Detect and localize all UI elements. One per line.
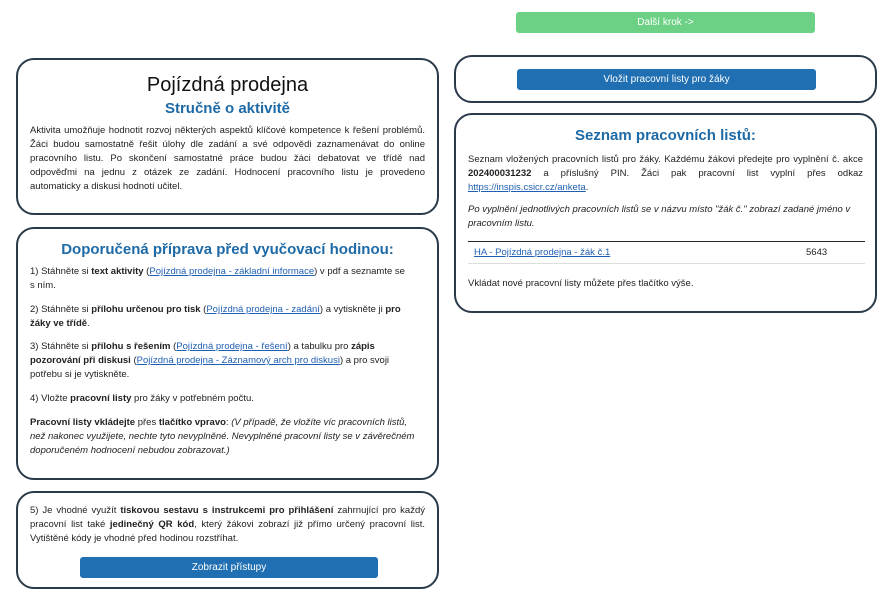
prep-step-4	[30, 392, 421, 406]
text: přílohu určenou pro tisk	[91, 304, 201, 315]
text: (	[130, 355, 137, 366]
text: .	[87, 318, 90, 329]
text: pro žáky v potřebném počtu.	[131, 393, 254, 404]
text: (V případě, že vložíte víc pracovních listů, než nakonec využijete, nechte tyto nevyplněné. Nevyplněné pracovní listy se v závěrečném doporučeném hodnocení nebudou zobrazovat.)	[30, 417, 415, 456]
text: jedinečný QR kód	[109, 519, 195, 530]
worksheet-list-title: Seznam pracovních listů:	[575, 127, 756, 144]
worksheet-list-footer: Vkládat nové pracovní listy můžete přes tlačítko výše.	[468, 278, 694, 289]
text: ) v pdf a seznamte se s ním.	[30, 266, 405, 291]
worksheet-list-note: Po vyplnění jednotlivých pracovních listů se v názvu místo "žák č." zobrazí zadané jméno v pracovním listu.	[468, 204, 851, 229]
activity-title: Pojízdná prodejna	[146, 74, 309, 96]
worksheet-list-info	[468, 153, 863, 195]
link-discussion-sheet[interactable]: Pojízdná prodejna - Záznamový arch pro diskusi	[136, 355, 340, 366]
text: ) a pro svoji potřebu si je vytiskněte.	[30, 355, 390, 380]
text: Seznam vložených pracovních listů pro žáky. Každému žákovi předejte pro vyplnění č. akce	[468, 154, 863, 165]
text: 4) Vložte	[30, 393, 71, 404]
worksheet-link[interactable]: HA - Pojízdná prodejna - žák č.1	[474, 247, 611, 258]
worksheet-pin: 5643	[806, 247, 828, 258]
text: tiskovou sestavu s instrukcemi pro přihlášení	[120, 505, 334, 516]
text: ) a vytiskněte ji	[319, 304, 386, 315]
text: ) a tabulku pro	[287, 341, 352, 352]
text: zahrnující pro každý pracovní list také	[30, 505, 425, 530]
preparation-card	[16, 227, 439, 480]
text: .	[585, 182, 589, 193]
link-basic-info[interactable]: Pojízdná prodejna - základní informace	[149, 266, 315, 277]
worksheet-list-card	[454, 113, 877, 313]
text: pro žáky ve třídě	[30, 304, 401, 329]
table-row	[468, 242, 865, 264]
text: :	[225, 417, 232, 428]
text: 5) Je vhodné využít	[30, 505, 121, 516]
text: tlačítko vpravo	[158, 417, 226, 428]
action-code: 202400031232	[468, 168, 532, 179]
next-step-button[interactable]: Další krok ->	[516, 12, 815, 33]
prep-step-2	[30, 303, 421, 331]
prep-step-1	[30, 265, 409, 293]
prep-step-3	[30, 340, 421, 382]
text: 3) Stáhněte si	[30, 341, 92, 352]
text: (	[143, 266, 150, 277]
text: 1) Stáhněte si	[30, 266, 92, 277]
activity-description: Aktivita umožňuje hodnotit rozvoj některých aspektů klíčové kompetence k řešení problémů. Žáci budou samostatně řešit úlohy dle zadání a své odpovědi zaznamenávat do online pracovního listu. Po skončení samostatné práce budou žáci debatovat ve třídě nad odpověďmi na jednu z otázek ze zadání. Hodnocení pracovního listu je provedeno automaticky a diskusi hodnotí učitel.	[30, 125, 425, 192]
insert-worksheets-button[interactable]: Vložit pracovní listy pro žáky	[517, 69, 816, 90]
activity-card	[16, 58, 439, 215]
link-solution[interactable]: Pojízdná prodejna - řešení	[176, 341, 288, 352]
link-assignment[interactable]: Pojízdná prodejna - zadání	[206, 304, 320, 315]
survey-link[interactable]: https://inspis.csicr.cz/anketa	[468, 182, 586, 193]
text: a příslušný PIN. Žáci pak pracovní list vyplní přes odkaz	[531, 168, 863, 179]
show-access-button[interactable]: Zobrazit přístupy	[80, 557, 378, 578]
text: (	[170, 341, 177, 352]
text: , který žákovi zobrazí již přímo určený pracovní list. Vytištěné kódy je vhodné před hodinou rozstříhat.	[30, 519, 425, 544]
text: text aktivity	[91, 266, 144, 277]
worksheet-table	[468, 241, 865, 264]
text: (	[200, 304, 207, 315]
text: 2) Stáhněte si	[30, 304, 92, 315]
text: zápis pozorování při diskusi	[30, 341, 375, 366]
preparation-title: Doporučená příprava před vyučovací hodinou:	[61, 241, 394, 258]
activity-subtitle: Stručně o aktivitě	[164, 100, 291, 117]
print-card	[16, 491, 439, 589]
text: Pracovní listy vkládejte	[30, 417, 136, 428]
print-instructions	[30, 504, 425, 546]
insert-card	[454, 55, 877, 103]
text: pracovní listy	[70, 393, 132, 404]
text: přes	[135, 417, 159, 428]
text: přílohu s řešením	[91, 341, 171, 352]
prep-step-insert-note	[30, 416, 421, 458]
worksheet-name-cell	[468, 242, 800, 264]
